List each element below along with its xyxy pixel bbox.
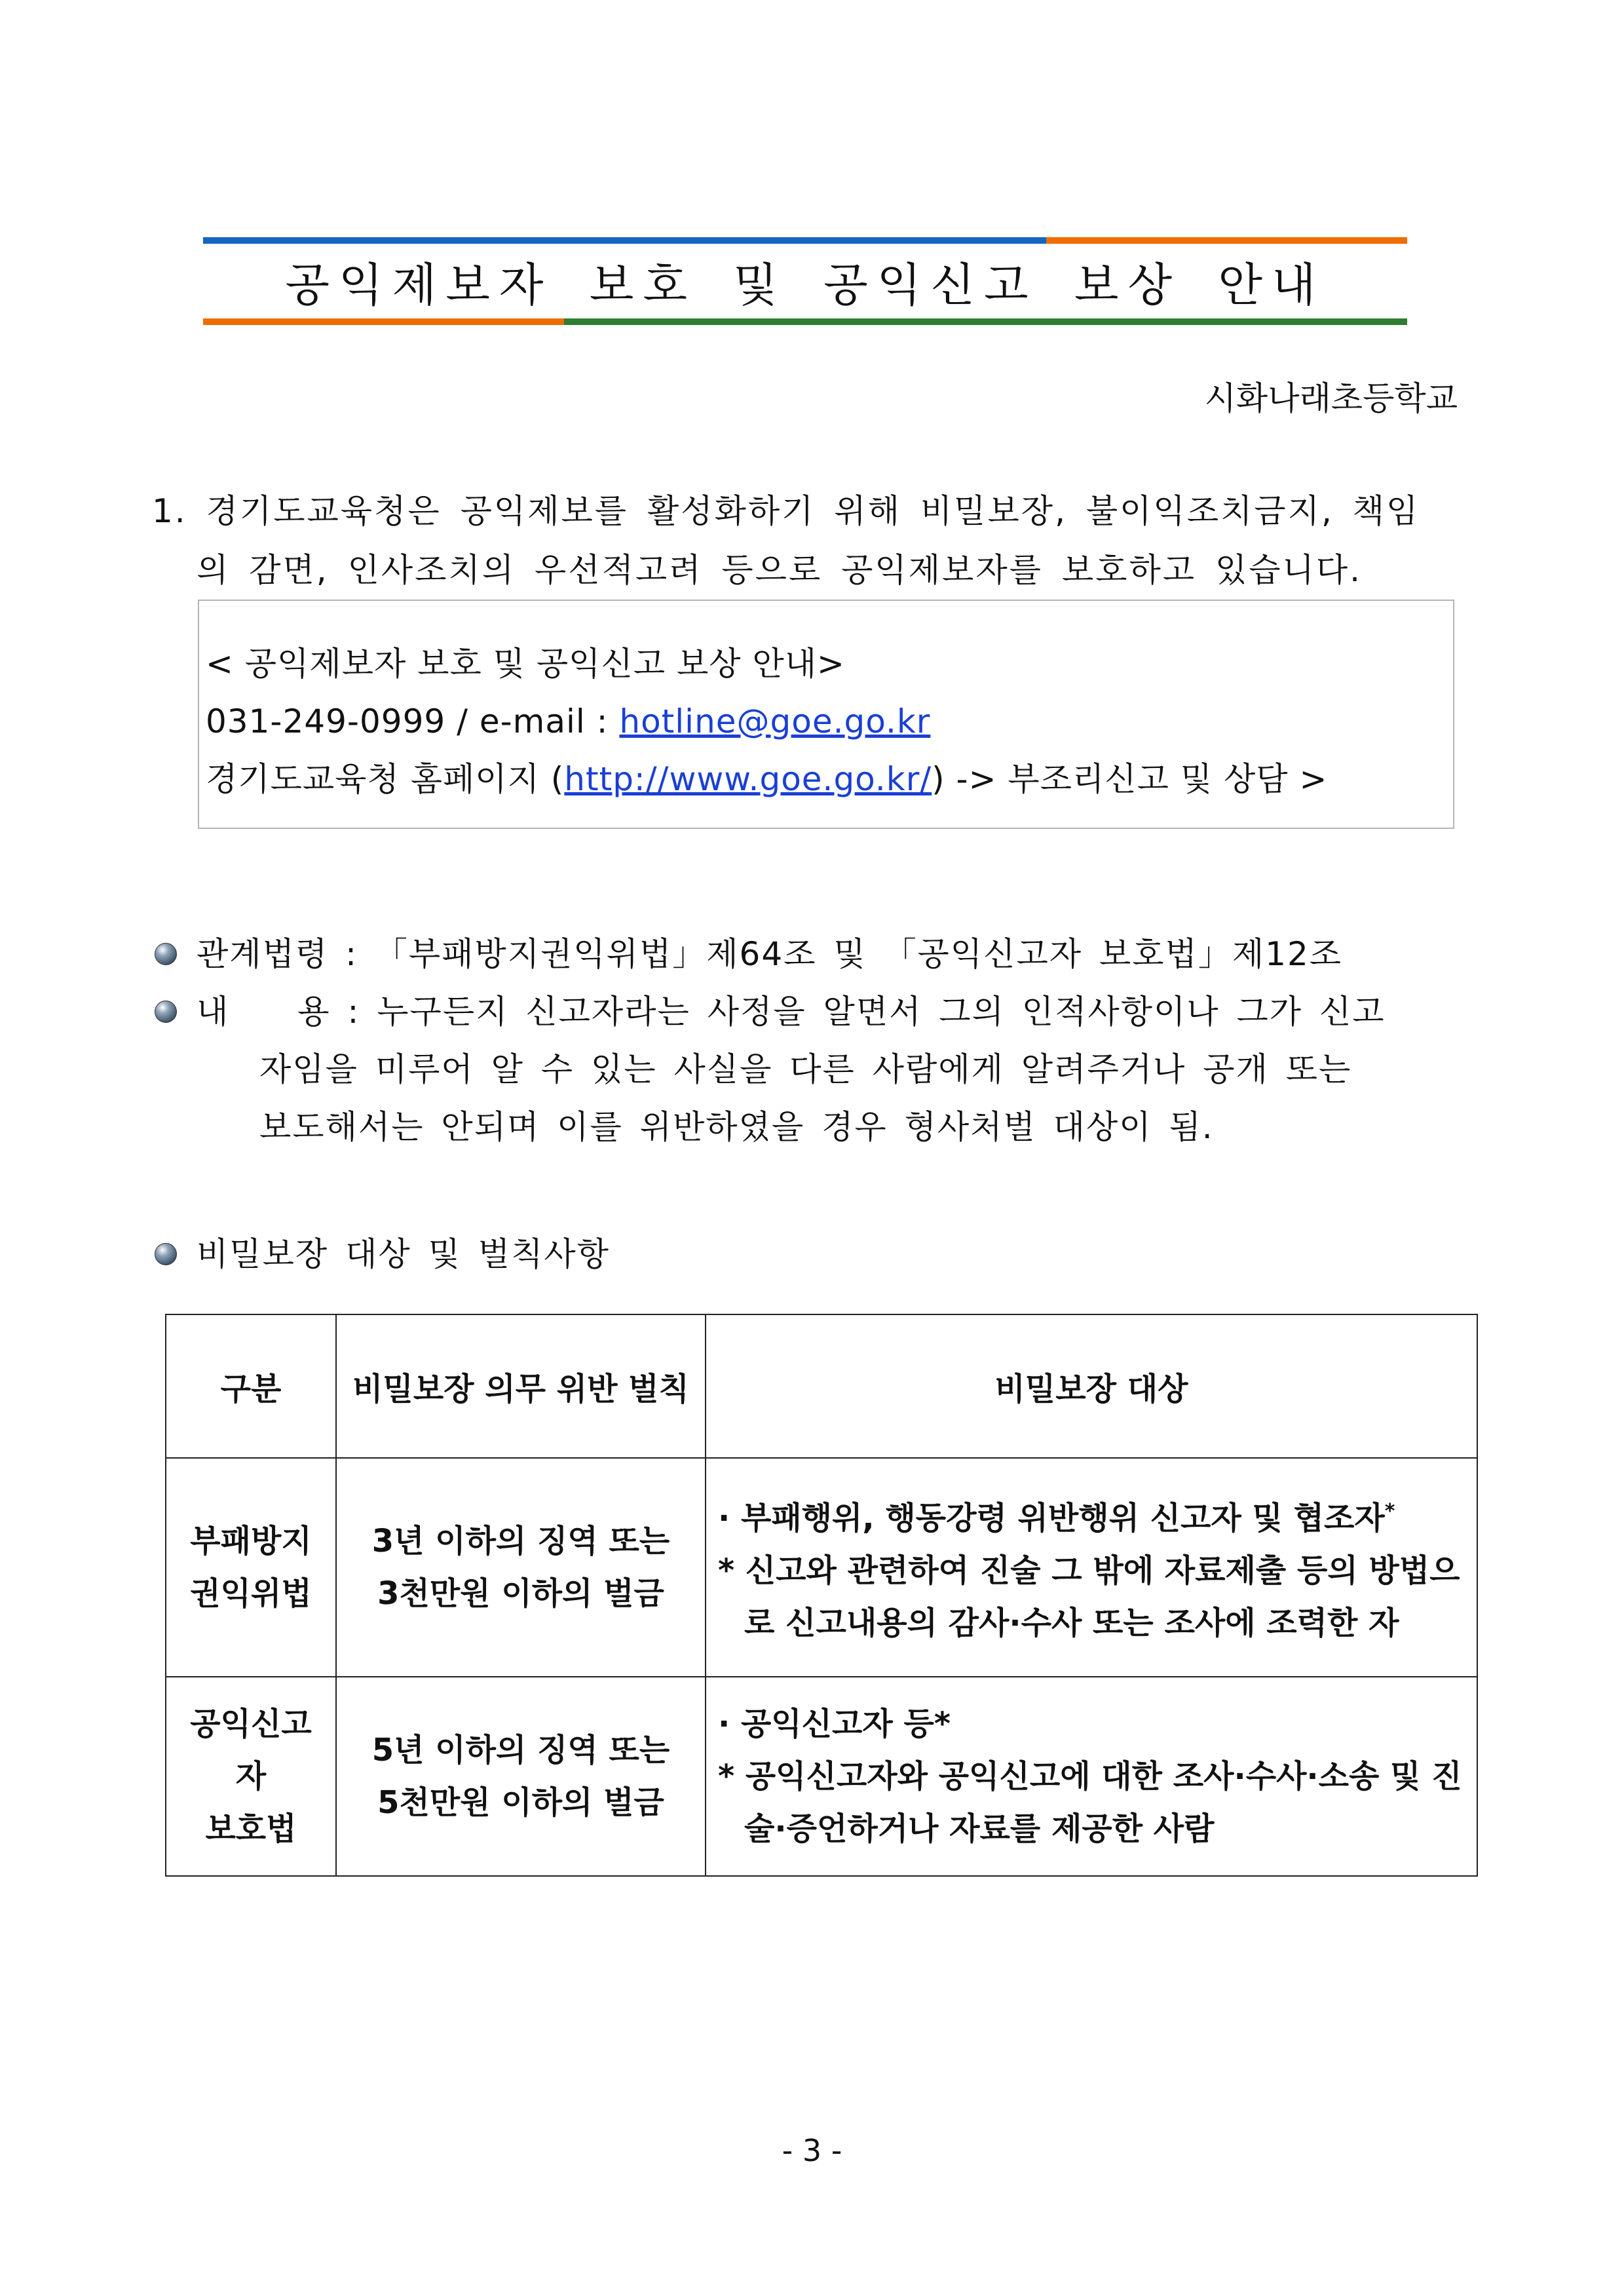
bullet-ball-icon: [155, 1001, 177, 1023]
homepage-link[interactable]: http://www.goe.go.kr/: [564, 760, 932, 798]
target-note: * 신고와 관련하여 진술 그 밖에 자료제출 등의 방법으로 신고내용의 감사·수사 또는 조사에 조력한 자: [718, 1552, 1460, 1641]
target-main: [718, 1485, 1463, 1544]
penalty-table: [165, 1314, 1478, 1877]
bottom-bar-green: [564, 318, 1407, 325]
penalty-line: 5천만원 이하의 벌금: [377, 1784, 664, 1821]
contact-phone-line: [206, 693, 1453, 750]
content-line-1: 내 용 : 누구든지 신고자라는 사정을 알면서 그의 인적사항이나 그가 신고: [197, 993, 1386, 1031]
category-line: 권익위법: [190, 1575, 312, 1612]
bottom-bar-orange: [203, 318, 564, 325]
page-title: 공익제보자 보호 및 공익신고 보상 안내: [285, 258, 1325, 312]
law-text: 관계법령 : 「부패방지권익위법」제64조 및 「공익신고자 보호법」제12조: [197, 935, 1343, 973]
header-penalty: 비밀보장 의무 위반 벌칙: [336, 1314, 706, 1458]
category-line: 부패방지: [190, 1523, 312, 1559]
contact-heading: < 공익제보자 보호 및 공익신고 보상 안내>: [206, 645, 845, 683]
category-line: 자: [235, 1758, 267, 1795]
top-bar-blue: [203, 237, 1046, 244]
row-category: [166, 1458, 336, 1677]
row-penalty: [336, 1677, 706, 1876]
category-line: 공익신고: [190, 1706, 312, 1742]
top-bar-orange: [1046, 237, 1407, 244]
content-line-3: 보도해서는 안되며 이를 위반하였을 경우 형사처벌 대상이 됨.: [259, 1108, 1214, 1146]
contact-site-line: [206, 750, 1453, 808]
table-header-row: [166, 1314, 1477, 1458]
category-line: 보호법: [205, 1810, 297, 1847]
title-bottom-bar: [203, 318, 1407, 325]
target-main-text: · 부패행위, 행동강령 위반행위 신고자 및 협조자: [718, 1500, 1385, 1537]
table-row: [166, 1677, 1477, 1876]
title-top-bar: [203, 237, 1407, 244]
bullet-ball-icon: [155, 943, 177, 965]
content-line-2: 자임을 미루어 알 수 있는 사실을 다른 사람에게 알려주거나 공개 또는: [259, 1050, 1352, 1088]
intro-line-2: 의 감면, 인사조치의 우선적고려 등으로 공익제보자를 보호하고 있습니다.: [197, 551, 1363, 589]
phone-text: 031-249-0999 / e-mail :: [206, 702, 620, 740]
page-number: - 3 -: [782, 2133, 842, 2168]
header-category: 구분: [166, 1314, 336, 1458]
penalty-line: 5년 이하의 징역 또는: [371, 1732, 670, 1769]
contact-box: [198, 600, 1454, 829]
school-name: 시화나래초등학교: [1204, 379, 1458, 417]
email-link[interactable]: hotline@goe.go.kr: [619, 702, 931, 740]
target-note: * 공익신고자와 공익신고에 대한 조사·수사·소송 및 진술·증언하거나 자료를 제공한 사람: [718, 1758, 1462, 1847]
content-bullet: [155, 983, 1386, 1156]
intro-paragraph: [152, 482, 1456, 600]
title-banner: [203, 237, 1407, 325]
site-suffix: ) -> 부조리신고 및 상담 >: [932, 760, 1328, 798]
section-bullet: [155, 1225, 610, 1283]
section-title: 비밀보장 대상 및 벌칙사항: [197, 1235, 610, 1273]
row-penalty: [336, 1458, 706, 1677]
row-target: [706, 1677, 1477, 1876]
site-prefix: 경기도교육청 홈페이지 (: [206, 760, 565, 798]
row-category: [166, 1677, 336, 1876]
header-target: 비밀보장 대상: [706, 1314, 1477, 1458]
target-mark: *: [1384, 1500, 1395, 1523]
bullet-ball-icon: [155, 1243, 177, 1265]
row-target: [706, 1458, 1477, 1677]
penalty-line: 3천만원 이하의 벌금: [377, 1575, 664, 1612]
target-main: · 공익신고자 등*: [718, 1706, 951, 1742]
law-bullet: [155, 925, 1342, 983]
intro-line-1: 1. 경기도교육청은 공익제보를 활성화하기 위해 비밀보장, 불이익조치금지, 책임: [152, 492, 1420, 530]
penalty-line: 3년 이하의 징역 또는: [371, 1523, 670, 1559]
table-row: [166, 1458, 1477, 1677]
